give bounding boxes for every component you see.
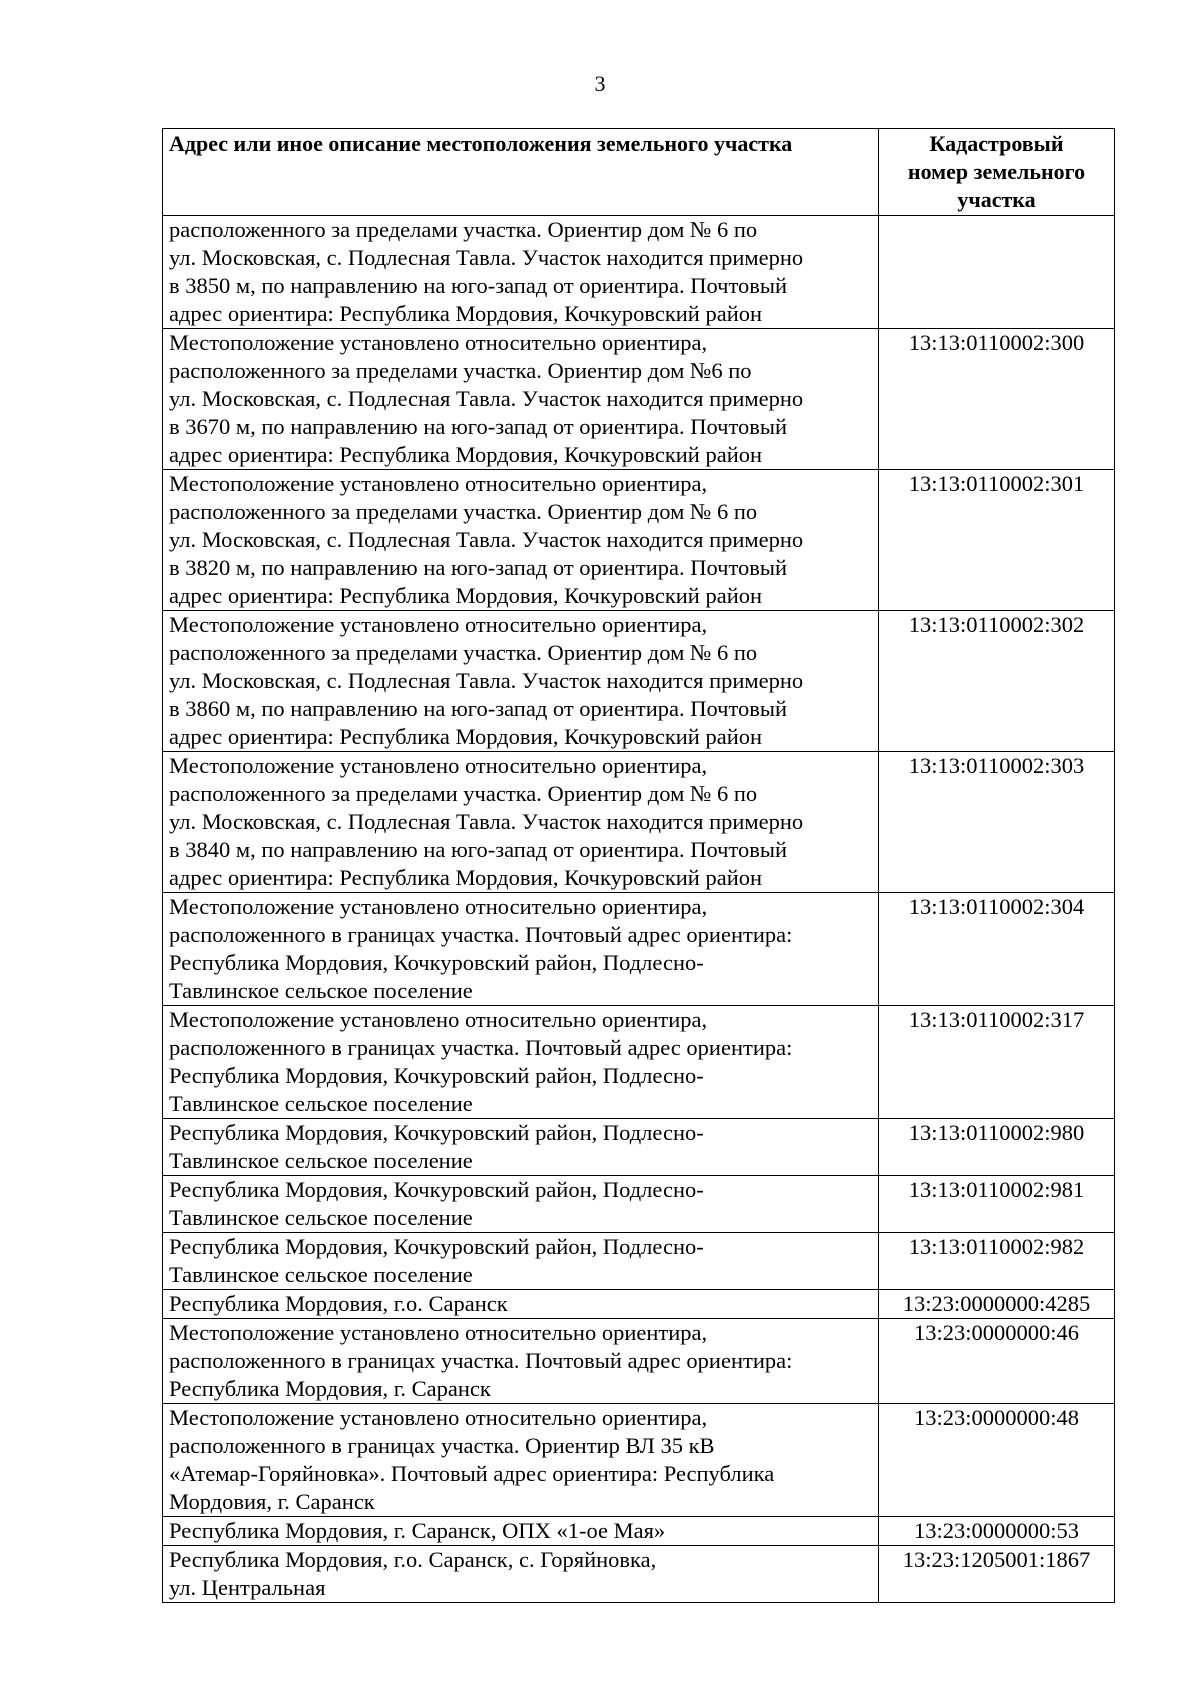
address-cell	[163, 216, 879, 329]
address-line: расположенного в границах участка. Ориентир ВЛ 35 кВ	[169, 1433, 715, 1458]
address-line: расположенного за пределами участка. Ориентир дом №6 по	[169, 358, 752, 383]
cadastral-number-cell: 13:23:0000000:53	[879, 1517, 1115, 1546]
address-line: адрес ориентира: Республика Мордовия, Кочкуровский район	[169, 724, 763, 749]
address-line: Республика Мордовия, Кочкуровский район, Подлесно-	[169, 1063, 704, 1088]
address-line: адрес ориентира: Республика Мордовия, Кочкуровский район	[169, 583, 763, 608]
cadastral-number-cell: 13:13:0110002:981	[879, 1176, 1115, 1233]
address-line: расположенного в границах участка. Почтовый адрес ориентира:	[169, 922, 793, 947]
cadastral-number-cell: 13:23:1205001:1867	[879, 1546, 1115, 1603]
address-line: Местоположение установлено относительно ориентира,	[169, 894, 708, 919]
address-line: ул. Центральная	[169, 1575, 326, 1600]
cadastral-number-cell: 13:13:0110002:304	[879, 893, 1115, 1006]
address-cell	[163, 1517, 879, 1546]
cadastral-header-line: участка	[957, 187, 1036, 212]
cadastral-number-cell: 13:13:0110002:302	[879, 611, 1115, 752]
address-line: в 3850 м, по направлению на юго-запад от ориентира. Почтовый	[169, 273, 788, 298]
cadastral-header-line: номер земельного	[907, 159, 1086, 184]
address-cell	[163, 893, 879, 1006]
cadastral-number-cell: 13:13:0110002:300	[879, 329, 1115, 470]
table-row	[163, 752, 1115, 893]
address-cell	[163, 470, 879, 611]
table-row	[163, 1233, 1115, 1290]
table-row	[163, 1290, 1115, 1319]
address-line: Республика Мордовия, г.о. Саранск, с. Горяйновка,	[169, 1547, 657, 1572]
table-row	[163, 470, 1115, 611]
address-line: Мордовия, г. Саранск	[169, 1489, 375, 1514]
address-line: ул. Московская, с. Подлесная Тавла. Участок находится примерно	[169, 809, 804, 834]
address-line: адрес ориентира: Республика Мордовия, Кочкуровский район	[169, 865, 763, 890]
address-line: Тавлинское сельское поселение	[169, 1148, 473, 1173]
address-line: в 3860 м, по направлению на юго-запад от ориентира. Почтовый	[169, 696, 788, 721]
cadastral-header-line: Кадастровый	[929, 131, 1064, 156]
address-line: расположенного за пределами участка. Ориентир дом № 6 по	[169, 217, 758, 242]
address-line: Республика Мордовия, Кочкуровский район, Подлесно-	[169, 1120, 704, 1145]
table-row	[163, 893, 1115, 1006]
address-cell	[163, 1546, 879, 1603]
address-line: Республика Мордовия, г.о. Саранск	[169, 1291, 508, 1316]
address-line: Республика Мордовия, г. Саранск	[169, 1376, 491, 1401]
address-line: Тавлинское сельское поселение	[169, 978, 473, 1003]
address-line: ул. Московская, с. Подлесная Тавла. Участок находится примерно	[169, 245, 804, 270]
address-line: Республика Мордовия, г. Саранск, ОПХ «1-ое Мая»	[169, 1518, 666, 1543]
table-row	[163, 1546, 1115, 1603]
address-cell	[163, 611, 879, 752]
address-line: Местоположение установлено относительно ориентира,	[169, 1007, 708, 1032]
cadastral-number-cell: 13:23:0000000:4285	[879, 1290, 1115, 1319]
address-cell	[163, 1233, 879, 1290]
table-row	[163, 1176, 1115, 1233]
table-header-row	[163, 129, 1115, 216]
address-column-header: Адрес или иное описание местоположения земельного участка	[163, 129, 879, 216]
cadastral-number-cell	[879, 216, 1115, 329]
cadastral-number-cell: 13:13:0110002:301	[879, 470, 1115, 611]
table-row	[163, 1006, 1115, 1119]
land-parcels-table	[162, 128, 1115, 1603]
address-line: Республика Мордовия, Кочкуровский район, Подлесно-	[169, 1234, 704, 1259]
address-line: в 3670 м, по направлению на юго-запад от ориентира. Почтовый	[169, 414, 788, 439]
address-line: в 3840 м, по направлению на юго-запад от ориентира. Почтовый	[169, 837, 788, 862]
cadastral-number-cell: 13:13:0110002:317	[879, 1006, 1115, 1119]
address-line: в 3820 м, по направлению на юго-запад от ориентира. Почтовый	[169, 555, 788, 580]
cadastral-column-header	[879, 129, 1115, 216]
address-line: адрес ориентира: Республика Мордовия, Кочкуровский район	[169, 301, 763, 326]
address-line: Тавлинское сельское поселение	[169, 1262, 473, 1287]
address-line: ул. Московская, с. Подлесная Тавла. Участок находится примерно	[169, 527, 804, 552]
address-line: расположенного за пределами участка. Ориентир дом № 6 по	[169, 640, 758, 665]
table-row	[163, 611, 1115, 752]
page-number: 3	[594, 71, 606, 96]
table-body	[163, 216, 1115, 1603]
table-row	[163, 1119, 1115, 1176]
address-line: адрес ориентира: Республика Мордовия, Кочкуровский район	[169, 442, 763, 467]
address-line: Местоположение установлено относительно ориентира,	[169, 612, 708, 637]
cadastral-number-cell: 13:13:0110002:982	[879, 1233, 1115, 1290]
address-cell	[163, 1404, 879, 1517]
address-cell	[163, 1290, 879, 1319]
address-line: расположенного в границах участка. Почтовый адрес ориентира:	[169, 1348, 793, 1373]
address-line: ул. Московская, с. Подлесная Тавла. Участок находится примерно	[169, 386, 804, 411]
address-line: Местоположение установлено относительно ориентира,	[169, 330, 708, 355]
address-cell	[163, 1006, 879, 1119]
address-line: Тавлинское сельское поселение	[169, 1205, 473, 1230]
address-line: расположенного за пределами участка. Ориентир дом № 6 по	[169, 781, 758, 806]
cadastral-number-cell: 13:23:0000000:48	[879, 1404, 1115, 1517]
table-row	[163, 1319, 1115, 1404]
address-cell	[163, 1119, 879, 1176]
address-line: ул. Московская, с. Подлесная Тавла. Участок находится примерно	[169, 668, 804, 693]
table-row	[163, 1517, 1115, 1546]
table-row	[163, 329, 1115, 470]
address-line: Местоположение установлено относительно ориентира,	[169, 1405, 708, 1430]
address-line: «Атемар-Горяйновка». Почтовый адрес ориентира: Республика	[169, 1461, 775, 1486]
address-line: Республика Мордовия, Кочкуровский район, Подлесно-	[169, 950, 704, 975]
table-row	[163, 216, 1115, 329]
address-cell	[163, 329, 879, 470]
cadastral-number-cell: 13:13:0110002:303	[879, 752, 1115, 893]
address-cell	[163, 752, 879, 893]
address-cell	[163, 1319, 879, 1404]
address-line: расположенного за пределами участка. Ориентир дом № 6 по	[169, 499, 758, 524]
address-line: Местоположение установлено относительно ориентира,	[169, 753, 708, 778]
cadastral-number-cell: 13:13:0110002:980	[879, 1119, 1115, 1176]
address-line: расположенного в границах участка. Почтовый адрес ориентира:	[169, 1035, 793, 1060]
address-line: Местоположение установлено относительно ориентира,	[169, 1320, 708, 1345]
address-line: Республика Мордовия, Кочкуровский район, Подлесно-	[169, 1177, 704, 1202]
address-cell	[163, 1176, 879, 1233]
cadastral-number-cell: 13:23:0000000:46	[879, 1319, 1115, 1404]
address-line: Местоположение установлено относительно ориентира,	[169, 471, 708, 496]
address-line: Тавлинское сельское поселение	[169, 1091, 473, 1116]
table-row	[163, 1404, 1115, 1517]
